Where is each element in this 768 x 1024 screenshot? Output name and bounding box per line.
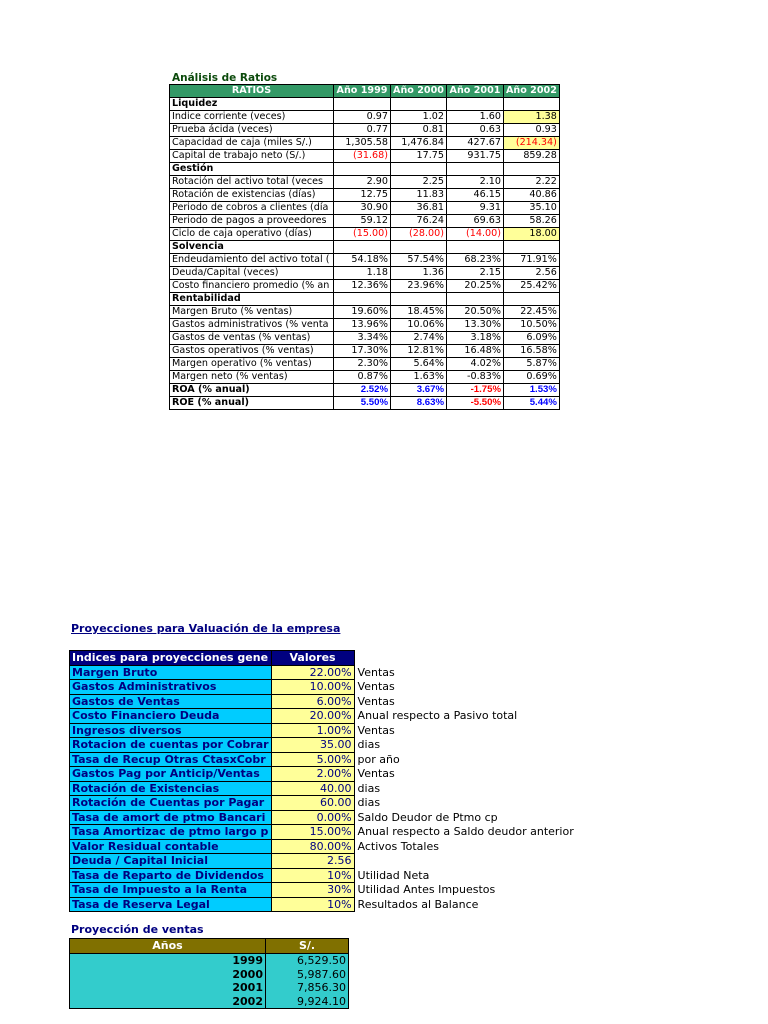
ratio-value-cell: 2.74%	[391, 332, 447, 345]
ratio-value-cell: 2.30%	[334, 358, 391, 371]
sales-row	[70, 954, 349, 968]
projection-value: 2.00%	[271, 767, 354, 782]
ratio-value-cell: 12.81%	[391, 345, 447, 358]
ratio-value-cell: 40.86	[504, 189, 560, 202]
ratio-value-cell: 10.06%	[391, 319, 447, 332]
ratio-value-cell: 12.75	[334, 189, 391, 202]
ratio-value-cell: 1.36	[391, 267, 447, 280]
ratio-value-cell: 5.64%	[391, 358, 447, 371]
ratios-row	[170, 267, 560, 280]
ratio-value-cell: 3.34%	[334, 332, 391, 345]
projection-row	[70, 723, 585, 738]
ratio-value-cell: 17.30%	[334, 345, 391, 358]
ratio-value-cell: 59.12	[334, 215, 391, 228]
projection-row	[70, 738, 585, 753]
ratio-label: Endeudamiento del activo total (	[170, 254, 334, 267]
ratios-header-2000: Año 2000	[391, 85, 447, 98]
sales-value: 6,529.50	[266, 954, 349, 968]
ratio-value-cell: 36.81	[391, 202, 447, 215]
projection-row	[70, 897, 585, 912]
ratio-value-cell: 46.15	[447, 189, 504, 202]
ratios-row	[170, 124, 560, 137]
ratio-value-cell: 0.81	[391, 124, 447, 137]
ratio-label: Periodo de pagos a proveedores	[170, 215, 334, 228]
sales-header-years: Años	[70, 939, 266, 954]
projection-note: Ventas	[357, 767, 395, 780]
projection-row	[70, 796, 585, 811]
ratios-row	[170, 280, 560, 293]
projections-table	[69, 650, 585, 912]
ratio-label: Margen Bruto (% ventas)	[170, 306, 334, 319]
ratio-label: Capital de trabajo neto (S/.)	[170, 150, 334, 163]
ratios-header-1999: Año 1999	[334, 85, 391, 98]
ratios-row	[170, 319, 560, 332]
ratios-empty-cell	[504, 163, 560, 176]
ratio-value-cell: 0.97	[334, 111, 391, 124]
ratios-row	[170, 345, 560, 358]
ratios-empty-cell	[334, 241, 391, 254]
projection-note: Anual respecto a Saldo deudor anterior	[357, 825, 574, 838]
ratio-value-cell: -5.50%	[447, 397, 504, 410]
ratio-value-cell: 76.24	[391, 215, 447, 228]
ratios-row	[170, 202, 560, 215]
ratio-value-cell: 1.02	[391, 111, 447, 124]
ratio-value-cell: 8.63%	[391, 397, 447, 410]
ratio-label: Costo financiero promedio (% an	[170, 280, 334, 293]
sales-row	[70, 995, 349, 1009]
projection-row	[70, 665, 585, 680]
projection-note: dias	[357, 781, 381, 795]
ratio-value-cell: 19.60%	[334, 306, 391, 319]
ratios-section-label: Rentabilidad	[170, 293, 334, 306]
ratio-value-cell: -0.83%	[447, 371, 504, 384]
ratio-value-cell: 1.63%	[391, 371, 447, 384]
ratio-value-cell: 11.83	[391, 189, 447, 202]
projection-label: Costo Financiero Deuda	[70, 709, 272, 724]
ratio-value-cell: 20.50%	[447, 306, 504, 319]
sales-header-amount: S/.	[266, 939, 349, 954]
ratios-empty-cell	[504, 98, 560, 111]
ratios-empty-cell	[334, 163, 391, 176]
projection-value: 15.00%	[271, 825, 354, 840]
projection-note: Utilidad Antes Impuestos	[357, 883, 496, 896]
projection-note: Ventas	[357, 680, 395, 693]
ratio-label: Gastos administrativos (% venta	[170, 319, 334, 332]
ratio-value-cell: 0.77	[334, 124, 391, 137]
ratio-value-cell: 2.56	[504, 267, 560, 280]
ratio-value-cell: 57.54%	[391, 254, 447, 267]
ratios-empty-cell	[504, 293, 560, 306]
ratios-section-label: Gestión	[170, 163, 334, 176]
ratio-value-cell: (28.00)	[391, 228, 447, 241]
ratio-value-cell: 427.67	[447, 137, 504, 150]
projection-value: 80.00%	[271, 839, 354, 854]
ratios-empty-cell	[504, 241, 560, 254]
sales-header-row	[70, 939, 349, 954]
ratio-value-cell: 2.22	[504, 176, 560, 189]
projection-row	[70, 839, 585, 854]
ratios-empty-cell	[447, 293, 504, 306]
ratio-value-cell: 2.90	[334, 176, 391, 189]
sales-year: 2001	[70, 981, 266, 995]
projection-label: Deuda / Capital Inicial	[70, 854, 272, 869]
projection-label: Rotación de Existencias	[70, 781, 272, 796]
ratios-section-label: Solvencia	[170, 241, 334, 254]
projection-label: Tasa Amortizac de ptmo largo p	[70, 825, 272, 840]
ratio-label: Indice corriente (veces)	[170, 111, 334, 124]
projections-header-spacer	[354, 651, 584, 666]
ratio-value-cell: 58.26	[504, 215, 560, 228]
ratio-value-cell: 25.42%	[504, 280, 560, 293]
ratios-row	[170, 384, 560, 397]
ratio-value-cell: 5.50%	[334, 397, 391, 410]
projection-row	[70, 781, 585, 796]
ratios-section-label: Liquidez	[170, 98, 334, 111]
projection-note: dias	[357, 738, 381, 751]
projection-note: dias	[357, 796, 381, 809]
sales-value: 9,924.10	[266, 995, 349, 1009]
ratio-value-cell: 0.63	[447, 124, 504, 137]
projection-value: 5.00%	[271, 752, 354, 767]
projection-note: Anual respecto a Pasivo total	[357, 709, 518, 722]
ratio-value-cell: 0.93	[504, 124, 560, 137]
projection-label: Tasa de Recup Otras CtasxCobr	[70, 752, 272, 767]
ratios-row	[170, 306, 560, 319]
projection-label: Gastos Administrativos	[70, 680, 272, 695]
projection-label: Tasa de amort de ptmo Bancari	[70, 810, 272, 825]
ratio-label: Gastos operativos (% ventas)	[170, 345, 334, 358]
ratios-header-2001: Año 2001	[447, 85, 504, 98]
ratio-value-cell: 16.48%	[447, 345, 504, 358]
ratio-value-cell: 859.28	[504, 150, 560, 163]
ratios-empty-cell	[334, 293, 391, 306]
ratios-empty-cell	[447, 163, 504, 176]
ratio-value-cell: 18.00	[504, 228, 560, 241]
ratio-value-cell: (31.68)	[334, 150, 391, 163]
ratio-value-cell: 2.25	[391, 176, 447, 189]
ratio-value-cell: 931.75	[447, 150, 504, 163]
sales-value: 7,856.30	[266, 981, 349, 995]
ratios-row	[170, 371, 560, 384]
projection-value: 30%	[271, 883, 354, 898]
ratio-value-cell: 68.23%	[447, 254, 504, 267]
ratio-value-cell: 10.50%	[504, 319, 560, 332]
projection-value: 10%	[271, 868, 354, 883]
projection-note	[354, 854, 584, 869]
projection-value: 20.00%	[271, 709, 354, 724]
sales-year: 2000	[70, 968, 266, 982]
projection-label: Gastos Pag por Anticip/Ventas	[70, 767, 272, 782]
sales-body	[70, 954, 349, 1009]
projection-value: 10.00%	[271, 680, 354, 695]
ratios-empty-cell	[447, 241, 504, 254]
ratio-value-cell: 2.15	[447, 267, 504, 280]
ratio-value-cell: 3.18%	[447, 332, 504, 345]
ratio-value-cell: 1,476.84	[391, 137, 447, 150]
ratios-row	[170, 228, 560, 241]
projection-value: 60.00	[271, 796, 354, 811]
projection-label: Gastos de Ventas	[70, 694, 272, 709]
sales-table	[69, 938, 349, 1009]
projection-value: 10%	[271, 897, 354, 912]
ratios-empty-cell	[391, 241, 447, 254]
projection-value: 0.00%	[271, 810, 354, 825]
ratios-header-2002: Año 2002	[504, 85, 560, 98]
projection-note: Utilidad Neta	[357, 868, 430, 882]
ratio-value-cell: 69.63	[447, 215, 504, 228]
ratio-value-cell: -1.75%	[447, 384, 504, 397]
ratio-label: Prueba ácida (veces)	[170, 124, 334, 137]
projection-row	[70, 767, 585, 782]
projections-header-indices: Indices para proyecciones gene	[70, 651, 272, 666]
ratio-value-cell: (15.00)	[334, 228, 391, 241]
ratios-empty-cell	[334, 98, 391, 111]
ratio-value-cell: 4.02%	[447, 358, 504, 371]
ratio-value-cell: 1.38	[504, 111, 560, 124]
ratio-label: Capacidad de caja (miles S/.)	[170, 137, 334, 150]
projection-note: Ventas	[357, 723, 395, 737]
ratio-value-cell: 71.91%	[504, 254, 560, 267]
ratio-value-cell: 13.30%	[447, 319, 504, 332]
ratios-header-row	[170, 85, 560, 98]
ratio-value-cell: 18.45%	[391, 306, 447, 319]
projection-value: 2.56	[271, 854, 354, 869]
projection-label: Valor Residual contable	[70, 839, 272, 854]
ratios-empty-cell	[447, 98, 504, 111]
projection-note: Ventas	[357, 694, 395, 708]
ratio-value-cell: 22.45%	[504, 306, 560, 319]
sales-row	[70, 968, 349, 982]
projection-row	[70, 810, 585, 825]
projection-note: Ventas	[357, 665, 395, 679]
ratio-value-cell: 1.18	[334, 267, 391, 280]
projection-value: 6.00%	[271, 694, 354, 709]
sales-row	[70, 981, 349, 995]
ratio-value-cell: 17.75	[391, 150, 447, 163]
ratio-value-cell: 1,305.58	[334, 137, 391, 150]
sales-title: Proyección de ventas	[71, 923, 204, 936]
ratio-value-cell: 13.96%	[334, 319, 391, 332]
projection-note: por año	[357, 752, 400, 766]
projection-row	[70, 752, 585, 767]
ratio-label: Gastos de ventas (% ventas)	[170, 332, 334, 345]
ratio-value-cell: (14.00)	[447, 228, 504, 241]
ratios-table	[169, 84, 560, 410]
ratio-value-cell: 0.87%	[334, 371, 391, 384]
ratio-value-cell: 16.58%	[504, 345, 560, 358]
ratios-row	[170, 358, 560, 371]
ratio-value-cell: 5.87%	[504, 358, 560, 371]
ratios-row	[170, 137, 560, 150]
ratios-empty-cell	[391, 293, 447, 306]
sales-year: 2002	[70, 995, 266, 1009]
ratios-row	[170, 176, 560, 189]
ratios-section-row	[170, 98, 560, 111]
projection-row	[70, 709, 585, 724]
projection-value: 22.00%	[271, 665, 354, 680]
projection-label: Rotación de Cuentas por Pagar	[70, 796, 272, 811]
ratios-empty-cell	[391, 163, 447, 176]
ratio-value-cell: 20.25%	[447, 280, 504, 293]
ratios-title: Análisis de Ratios	[172, 72, 278, 84]
ratio-value-cell: 3.67%	[391, 384, 447, 397]
projection-note: Saldo Deudor de Ptmo cp	[357, 810, 498, 824]
ratio-label: Ciclo de caja operativo (días)	[170, 228, 334, 241]
ratios-row	[170, 397, 560, 410]
projections-title[interactable]: Proyecciones para Valuación de la empresa	[71, 622, 341, 635]
ratios-row	[170, 332, 560, 345]
ratio-value-cell: 23.96%	[391, 280, 447, 293]
ratio-value-cell: 9.31	[447, 202, 504, 215]
ratios-section-row	[170, 241, 560, 254]
ratios-row	[170, 150, 560, 163]
sales-year: 1999	[70, 954, 266, 968]
projection-row	[70, 868, 585, 883]
ratio-value-cell: 1.60	[447, 111, 504, 124]
ratio-value-cell: 5.44%	[504, 397, 560, 410]
projection-note: Activos Totales	[357, 839, 439, 853]
projection-value: 35.00	[271, 738, 354, 753]
ratios-section-row	[170, 163, 560, 176]
projection-label: Tasa de Reparto de Dividendos	[70, 868, 272, 883]
projection-label: Rotacion de cuentas por Cobrar	[70, 738, 272, 753]
projection-label: Tasa de Impuesto a la Renta	[70, 883, 272, 898]
ratios-row	[170, 111, 560, 124]
ratios-row	[170, 189, 560, 202]
projection-label: Tasa de Reserva Legal	[70, 897, 272, 912]
ratio-value-cell: (214.34)	[504, 137, 560, 150]
projections-header-row	[70, 651, 585, 666]
ratio-value-cell: 1.53%	[504, 384, 560, 397]
ratio-label: Periodo de cobros a clientes (día	[170, 202, 334, 215]
ratio-value-cell: 30.90	[334, 202, 391, 215]
projection-row	[70, 883, 585, 898]
projection-label: Ingresos diversos	[70, 723, 272, 738]
ratio-value-cell: 2.10	[447, 176, 504, 189]
projections-header-valores: Valores	[271, 651, 354, 666]
ratio-label: Rotación de existencias (días)	[170, 189, 334, 202]
projection-row	[70, 854, 585, 869]
projection-label: Margen Bruto	[70, 665, 272, 680]
ratio-label: Rotación del activo total (veces	[170, 176, 334, 189]
ratios-body	[170, 98, 560, 410]
ratio-value-cell: 2.52%	[334, 384, 391, 397]
sales-value: 5,987.60	[266, 968, 349, 982]
ratio-value-cell: 12.36%	[334, 280, 391, 293]
projection-row	[70, 680, 585, 695]
ratio-label: Margen operativo (% ventas)	[170, 358, 334, 371]
ratio-value-cell: 54.18%	[334, 254, 391, 267]
ratios-row	[170, 254, 560, 267]
ratio-label: Margen neto (% ventas)	[170, 371, 334, 384]
projection-note: Resultados al Balance	[357, 897, 479, 911]
ratio-value-cell: 0.69%	[504, 371, 560, 384]
ratio-value-cell: 35.10	[504, 202, 560, 215]
ratios-row	[170, 215, 560, 228]
ratio-value-cell: 6.09%	[504, 332, 560, 345]
projection-value: 40.00	[271, 781, 354, 796]
ratios-empty-cell	[391, 98, 447, 111]
projection-value: 1.00%	[271, 723, 354, 738]
ratio-label: Deuda/Capital (veces)	[170, 267, 334, 280]
ratios-section-row	[170, 293, 560, 306]
ratios-header-ratios: RATIOS	[170, 85, 334, 98]
projection-row	[70, 825, 585, 840]
projections-body	[70, 665, 585, 912]
ratio-label: ROA (% anual)	[170, 384, 334, 397]
projection-row	[70, 694, 585, 709]
ratio-label: ROE (% anual)	[170, 397, 334, 410]
